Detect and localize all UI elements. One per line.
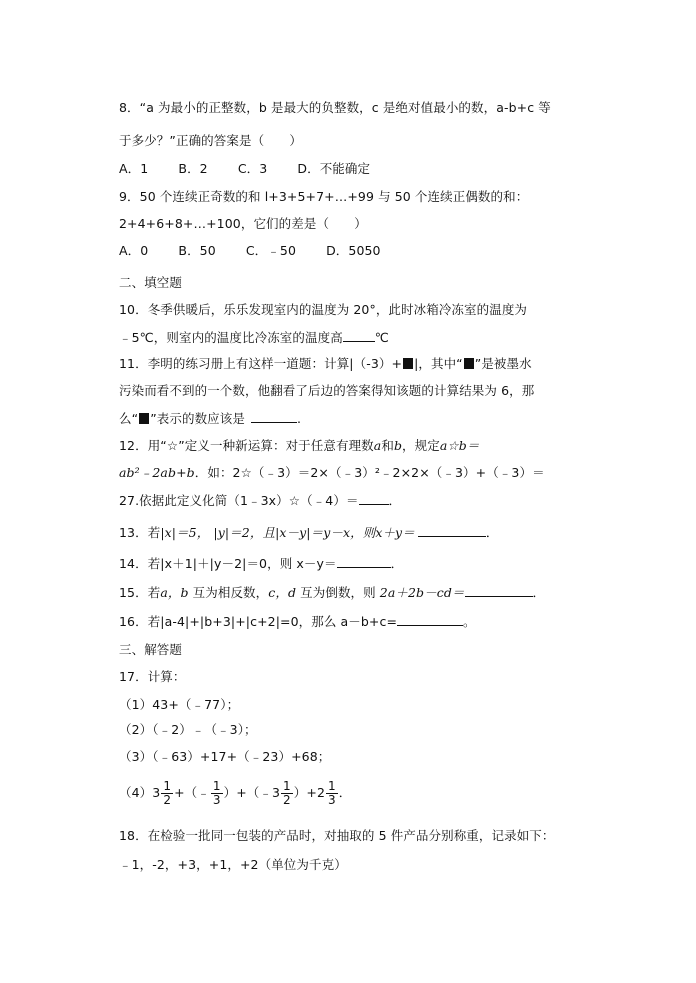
ink-blot-square-icon bbox=[139, 413, 149, 424]
q12-line1 bbox=[119, 438, 479, 454]
q12-line2 bbox=[119, 465, 545, 481]
q14-period: ． bbox=[390, 556, 404, 571]
section-heading-solve: 三、解答题 bbox=[119, 642, 183, 657]
q9-options bbox=[119, 243, 381, 259]
q13-cond-y: |y|＝2，且 bbox=[213, 525, 276, 540]
q15-period: ． bbox=[532, 585, 546, 600]
q8-option-b: B．2 bbox=[178, 161, 208, 176]
q11-line2: 污染而看不到的一个数，他翻看了后边的答案得知该题的计算结果为 6，那 bbox=[119, 383, 535, 398]
q15-mid1: 互为相反数， bbox=[192, 585, 269, 600]
q17-item4-period: ． bbox=[338, 785, 352, 800]
q8-option-d: D．不能确定 bbox=[297, 161, 371, 176]
fraction-numerator: 1 bbox=[283, 779, 291, 793]
q8-line2: 于多少？”正确的答案是（ ） bbox=[119, 133, 302, 148]
q12-text: 12．用“☆”定义一种新运算：对于任意有理数 bbox=[119, 438, 374, 453]
q11-text-d: 么“ bbox=[119, 411, 139, 426]
q11-answer-blank[interactable] bbox=[251, 410, 297, 423]
q15-expression: 2a＋2b－cd＝ bbox=[379, 585, 465, 600]
q13-period: ． bbox=[485, 525, 499, 540]
q12-answer-blank[interactable] bbox=[359, 492, 389, 505]
q10-line1: 10．冬季供暖后，乐乐发现室内的温度为 20°，此时冰箱冷冻室的温度为 bbox=[119, 302, 528, 317]
q14-answer-blank[interactable] bbox=[337, 555, 391, 568]
q17-title: 17．计算： bbox=[119, 669, 186, 684]
q13-cond-xy: |x－y|＝y－x，则 bbox=[275, 525, 376, 540]
q12-example: ．如：2☆（﹣3）＝2×（﹣3）²﹣2×2×（﹣3）+（﹣3）＝ bbox=[194, 465, 545, 480]
q13-answer-blank[interactable] bbox=[418, 524, 486, 537]
q17-item4-mid2: ）+（﹣3 bbox=[223, 785, 281, 800]
q15-line bbox=[119, 584, 545, 601]
q9-line2: 2+4+6+8+…+100，它们的差是（ ） bbox=[119, 216, 367, 231]
q12-formula: ab²﹣2ab+b bbox=[119, 465, 195, 480]
q9-option-d: D．5050 bbox=[326, 243, 381, 258]
q10-unit: ℃ bbox=[374, 330, 389, 345]
q11-text-e: ”表示的数应该是 bbox=[150, 411, 245, 426]
q15-vars-cd: c，d bbox=[268, 585, 297, 600]
q13-cond-x: |x|＝5， bbox=[160, 525, 210, 540]
fraction-denominator: 2 bbox=[283, 793, 291, 807]
q17-item-1: （1）43+（﹣77）； bbox=[119, 697, 240, 712]
q13-query: x＋y＝ bbox=[375, 525, 415, 540]
q8-options bbox=[119, 161, 370, 177]
ink-blot-square-icon bbox=[464, 358, 474, 369]
q12-question: 27.依据此定义化简（1﹣3x）☆（﹣4）＝ bbox=[119, 493, 359, 508]
q14-text: 14．若|x＋1|＋|y－2|＝0，则 x－y＝ bbox=[119, 556, 337, 571]
q16-period: 。 bbox=[463, 614, 476, 629]
fraction bbox=[211, 780, 223, 807]
q9-option-b: B．50 bbox=[178, 243, 216, 258]
q15-vars-ab: a，b bbox=[160, 585, 189, 600]
q16-text: 16．若|a-4|+|b+3|+|c+2|=0，那么 a－b+c= bbox=[119, 614, 398, 629]
q11-line3 bbox=[119, 410, 301, 427]
q12-var-b: b bbox=[393, 438, 403, 453]
fraction-denominator: 3 bbox=[212, 793, 221, 807]
q16-answer-blank[interactable] bbox=[397, 613, 463, 626]
q13-prefix: 13．若 bbox=[119, 525, 161, 540]
q17-item4-prefix: （4）3 bbox=[119, 785, 161, 800]
q11-text-a: 11．李明的练习册上有这样一道题：计算|（-3）+ bbox=[119, 356, 403, 371]
q11-line1 bbox=[119, 356, 532, 372]
fraction-numerator: 1 bbox=[212, 779, 221, 793]
fraction-numerator: 1 bbox=[328, 779, 336, 793]
ink-blot-square-icon bbox=[403, 358, 413, 369]
fraction bbox=[281, 780, 293, 807]
fraction bbox=[161, 780, 173, 807]
q17-item4-mid3: ）+2 bbox=[293, 785, 326, 800]
q12-and: 和 bbox=[381, 438, 394, 453]
q18-line2: ﹣1，-2，+3，+1，+2（单位为千克） bbox=[119, 857, 347, 872]
q15-mid2: 互为倒数，则 bbox=[300, 585, 376, 600]
q10-line2 bbox=[119, 329, 389, 346]
fraction-numerator: 1 bbox=[163, 779, 172, 793]
fraction-denominator: 3 bbox=[328, 793, 336, 807]
q18-line1: 18．在检验一批同一包装的产品时，对抽取的 5 件产品分别称重，记录如下： bbox=[119, 828, 555, 843]
q9-line1: 9．50 个连续正奇数的和 l+3+5+7+…+99 与 50 个连续正偶数的和： bbox=[119, 189, 529, 204]
q12-rule: ，规定 bbox=[402, 438, 440, 453]
q9-option-c: C．﹣50 bbox=[245, 243, 296, 258]
q9-option-a: A．0 bbox=[119, 243, 149, 258]
q11-text-c: ”是被墨水 bbox=[474, 356, 532, 371]
q12-line3 bbox=[119, 492, 401, 509]
q11-period: . bbox=[296, 411, 302, 426]
q17-item4-mid1: +（﹣ bbox=[174, 785, 210, 800]
q11-text-b: |，其中“ bbox=[414, 356, 463, 371]
q12-operator-def: a☆b＝ bbox=[439, 438, 480, 453]
q12-var-a: a bbox=[373, 438, 382, 453]
q8-option-a: A．1 bbox=[119, 161, 149, 176]
section-heading-fill-in: 二、填空题 bbox=[119, 275, 183, 290]
q17-item-2: （2）（﹣2）﹣（﹣3）； bbox=[119, 722, 257, 737]
q10-answer-blank[interactable] bbox=[343, 329, 375, 342]
q15-prefix: 15．若 bbox=[119, 585, 161, 600]
fraction bbox=[326, 780, 338, 807]
q13-line bbox=[119, 524, 498, 541]
q17-item-3: （3）（﹣63）+17+（﹣23）+68； bbox=[119, 749, 331, 764]
q10-text: ﹣5℃，则室内的温度比冷冻室的温度高 bbox=[119, 330, 343, 345]
fraction-denominator: 2 bbox=[163, 793, 172, 807]
q8-line1: 8．“a 为最小的正整数，b 是最大的负整数，c 是绝对值最小的数，a-b+c 等 bbox=[119, 100, 551, 115]
q8-option-c: C．3 bbox=[237, 161, 268, 176]
q15-answer-blank[interactable] bbox=[465, 584, 533, 597]
q12-period: ． bbox=[388, 493, 402, 508]
q14-line bbox=[119, 555, 403, 572]
q17-item-4 bbox=[119, 779, 351, 807]
q16-line bbox=[119, 613, 476, 630]
